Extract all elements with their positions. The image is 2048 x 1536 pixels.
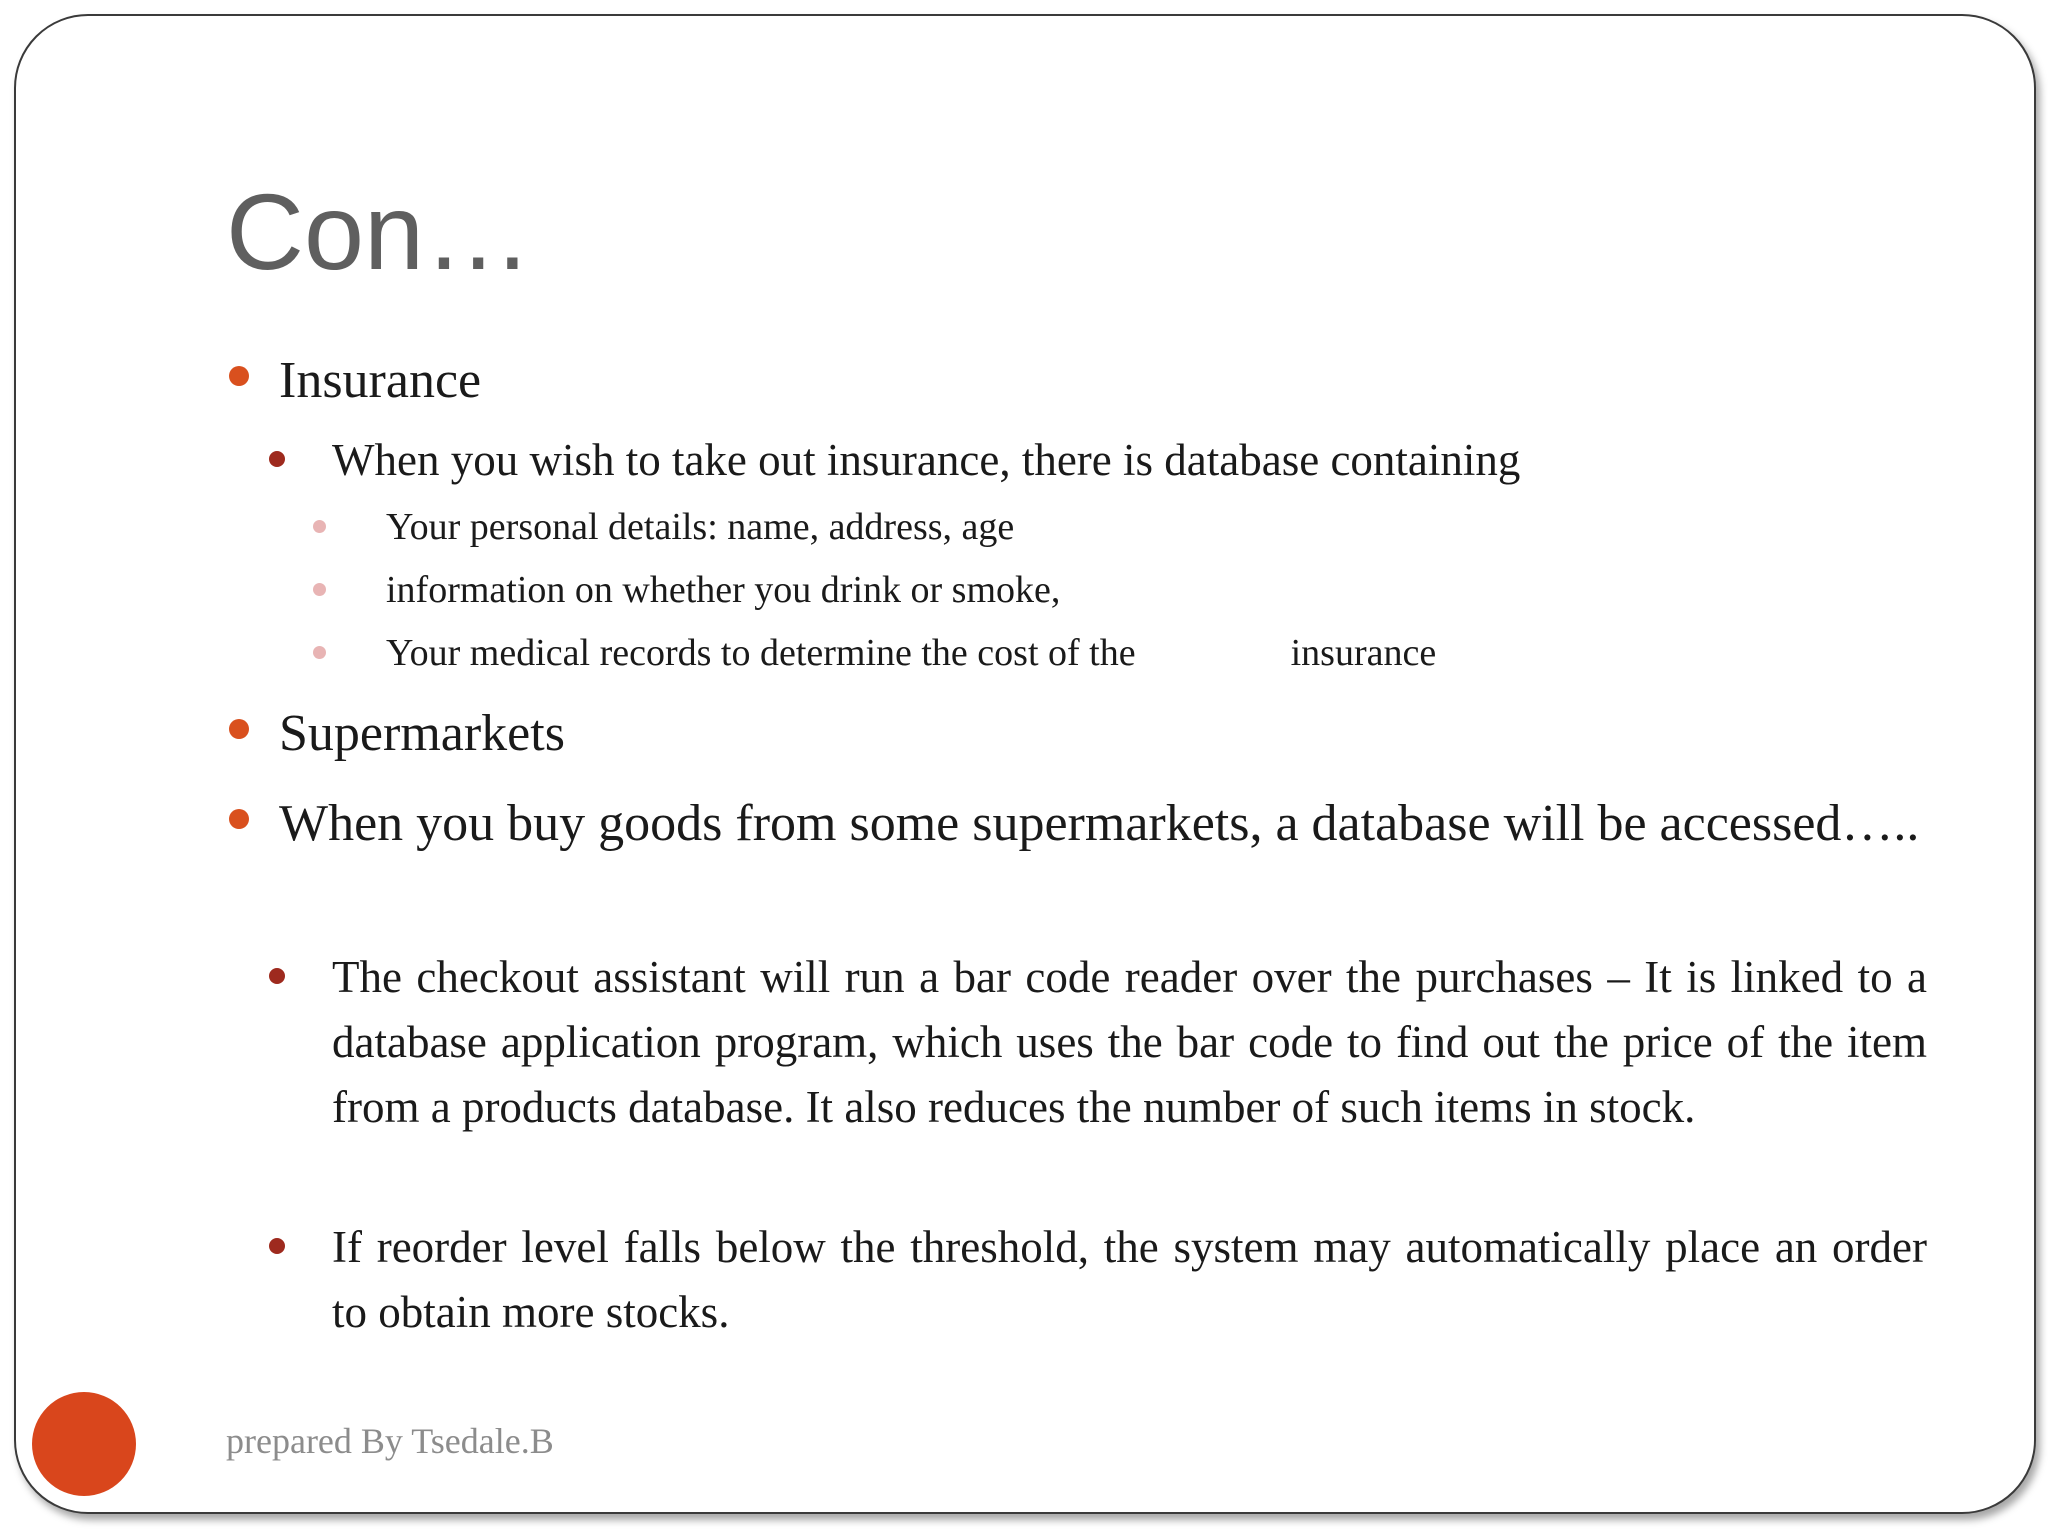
bullet-insurance bbox=[279, 342, 1927, 419]
bullet-dot-icon bbox=[269, 451, 285, 467]
bullet-dot-icon bbox=[313, 520, 326, 533]
bullet-dot-icon bbox=[229, 366, 249, 386]
bullet-insurance-intro bbox=[332, 428, 1927, 493]
bullet-text: When you buy goods from some supermarkets, a database will be accessed….. bbox=[279, 795, 1920, 852]
bullet-dot-icon bbox=[229, 719, 249, 739]
bullet-dot-icon bbox=[313, 583, 326, 596]
sub-bullet-drink-smoke bbox=[386, 566, 1686, 614]
bullet-text: When you wish to take out insurance, there is database containing bbox=[332, 435, 1521, 485]
bullet-supermarkets-intro bbox=[279, 785, 1927, 862]
slide-title: Con… bbox=[226, 171, 533, 292]
bullet-text: If reorder level falls below the threshold, the system may automatically place an order to obtain more stocks. bbox=[332, 1222, 1927, 1337]
bullet-dot-icon bbox=[313, 646, 326, 659]
bullet-text: Supermarkets bbox=[279, 705, 565, 762]
bullet-dot-icon bbox=[269, 968, 285, 984]
bullet-dot-icon bbox=[269, 1238, 285, 1254]
bullet-supermarkets bbox=[279, 695, 1927, 772]
bullet-text: Your medical records to determine the cost of the bbox=[386, 632, 1136, 674]
footer-credit: prepared By Tsedale.B bbox=[226, 1421, 554, 1461]
bullet-text: The checkout assistant will run a bar code reader over the purchases – It is linked to a database application program, which uses the bar code to find out the price of the item from a products database. It also reduces the number of such items in stock. bbox=[332, 952, 1927, 1132]
bullet-text: Your personal details: name, address, age bbox=[386, 506, 1015, 548]
sub-bullet-personal-details bbox=[386, 503, 1686, 551]
sub-bullet-medical-records bbox=[386, 629, 1686, 677]
bullet-text: information on whether you drink or smoke, bbox=[386, 569, 1061, 611]
footer-circle-icon bbox=[32, 1392, 136, 1496]
sub-bullet-reorder bbox=[332, 1215, 1927, 1345]
bullet-text: Insurance bbox=[279, 352, 482, 409]
bullet-text-continued: insurance bbox=[1290, 632, 1437, 674]
sub-bullet-checkout bbox=[332, 945, 1927, 1140]
bullet-dot-icon bbox=[229, 809, 249, 829]
